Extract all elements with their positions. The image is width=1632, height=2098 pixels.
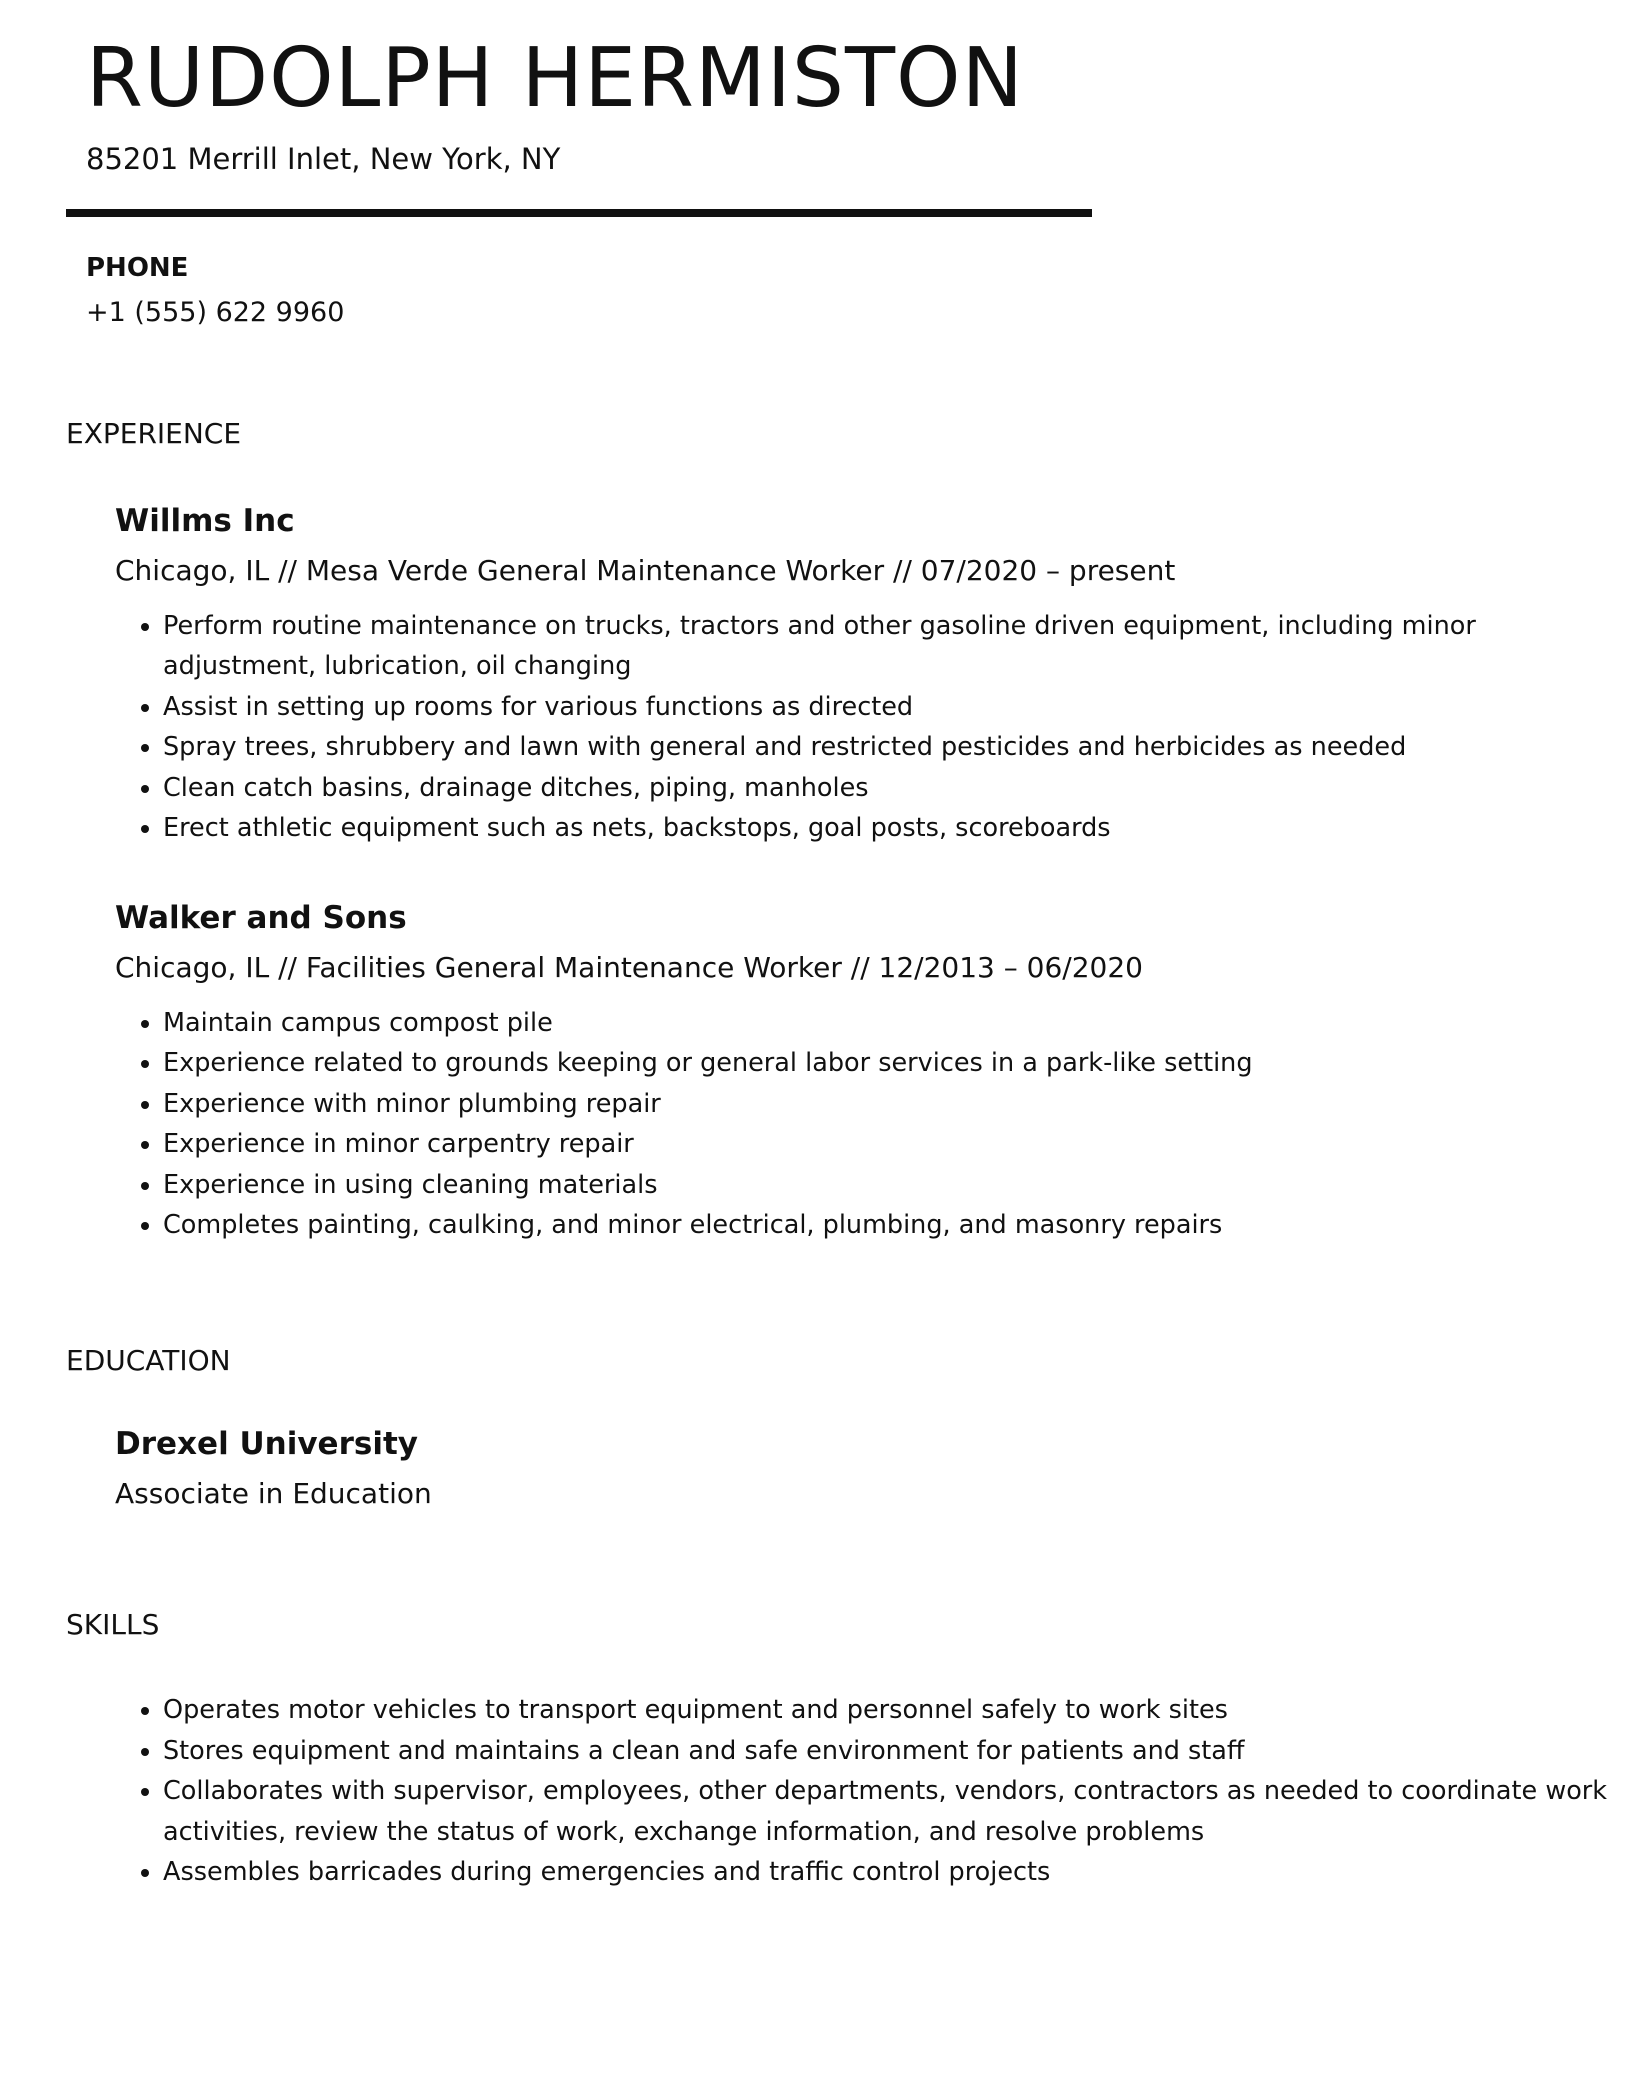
skill-item: • Stores equipment and maintains a clean and safe environment for patients and staff xyxy=(163,1731,1623,1772)
skills-section-title: SKILLS xyxy=(66,1608,160,1641)
job-bullet: • Spray trees, shrubbery and lawn with general and restricted pesticides and herbicides as needed xyxy=(163,727,1575,768)
job-bullets xyxy=(115,606,1575,849)
phone-value: +1 (555) 622 9960 xyxy=(86,297,345,328)
skill-item: • Collaborates with supervisor, employees, other departments, vendors, contractors as needed to coordinate work activities, review the status of work, exchange information, and resolve problems xyxy=(163,1771,1623,1852)
education-school: Drexel University xyxy=(115,1426,418,1462)
skill-item: • Assembles barricades during emergencies and traffic control projects xyxy=(163,1852,1623,1893)
job-bullet: • Experience related to grounds keeping or general labor services in a park-like setting xyxy=(163,1043,1575,1084)
job-bullet: • Experience in minor carpentry repair xyxy=(163,1124,1575,1165)
job-bullet: • Perform routine maintenance on trucks, tractors and other gasoline driven equipment, including minor adjustment, lubrication, oil changing xyxy=(163,606,1575,687)
education-degree: Associate in Education xyxy=(115,1477,432,1511)
job-company: Willms Inc xyxy=(115,503,295,539)
job-bullet: • Experience with minor plumbing repair xyxy=(163,1084,1575,1125)
job-meta: Chicago, IL // Mesa Verde General Maintenance Worker // 07/2020 – present xyxy=(115,554,1176,588)
job-entry-willms xyxy=(115,503,1575,849)
resume-address: 85201 Merrill Inlet, New York, NY xyxy=(86,142,561,176)
skills-list xyxy=(115,1690,1623,1893)
job-bullet: • Erect athletic equipment such as nets, backstops, goal posts, scoreboards xyxy=(163,808,1575,849)
phone-label: PHONE xyxy=(86,253,189,283)
job-company: Walker and Sons xyxy=(115,900,407,936)
job-entry-walker xyxy=(115,900,1575,1246)
job-bullet: • Experience in using cleaning materials xyxy=(163,1165,1575,1206)
job-bullet: • Maintain campus compost pile xyxy=(163,1003,1575,1044)
experience-section-title: EXPERIENCE xyxy=(66,417,242,450)
job-bullet: • Assist in setting up rooms for various functions as directed xyxy=(163,687,1575,728)
job-meta: Chicago, IL // Facilities General Maintenance Worker // 12/2013 – 06/2020 xyxy=(115,951,1143,985)
job-bullet: • Completes painting, caulking, and minor electrical, plumbing, and masonry repairs xyxy=(163,1205,1575,1246)
education-section-title: EDUCATION xyxy=(66,1344,231,1377)
skill-item: • Operates motor vehicles to transport equipment and personnel safely to work sites xyxy=(163,1690,1623,1731)
resume-name: RUDOLPH HERMISTON xyxy=(86,31,1024,126)
job-bullets xyxy=(115,1003,1575,1246)
education-entry xyxy=(115,1426,1575,1511)
job-bullet: • Clean catch basins, drainage ditches, piping, manholes xyxy=(163,768,1575,809)
header-divider xyxy=(66,209,1092,217)
